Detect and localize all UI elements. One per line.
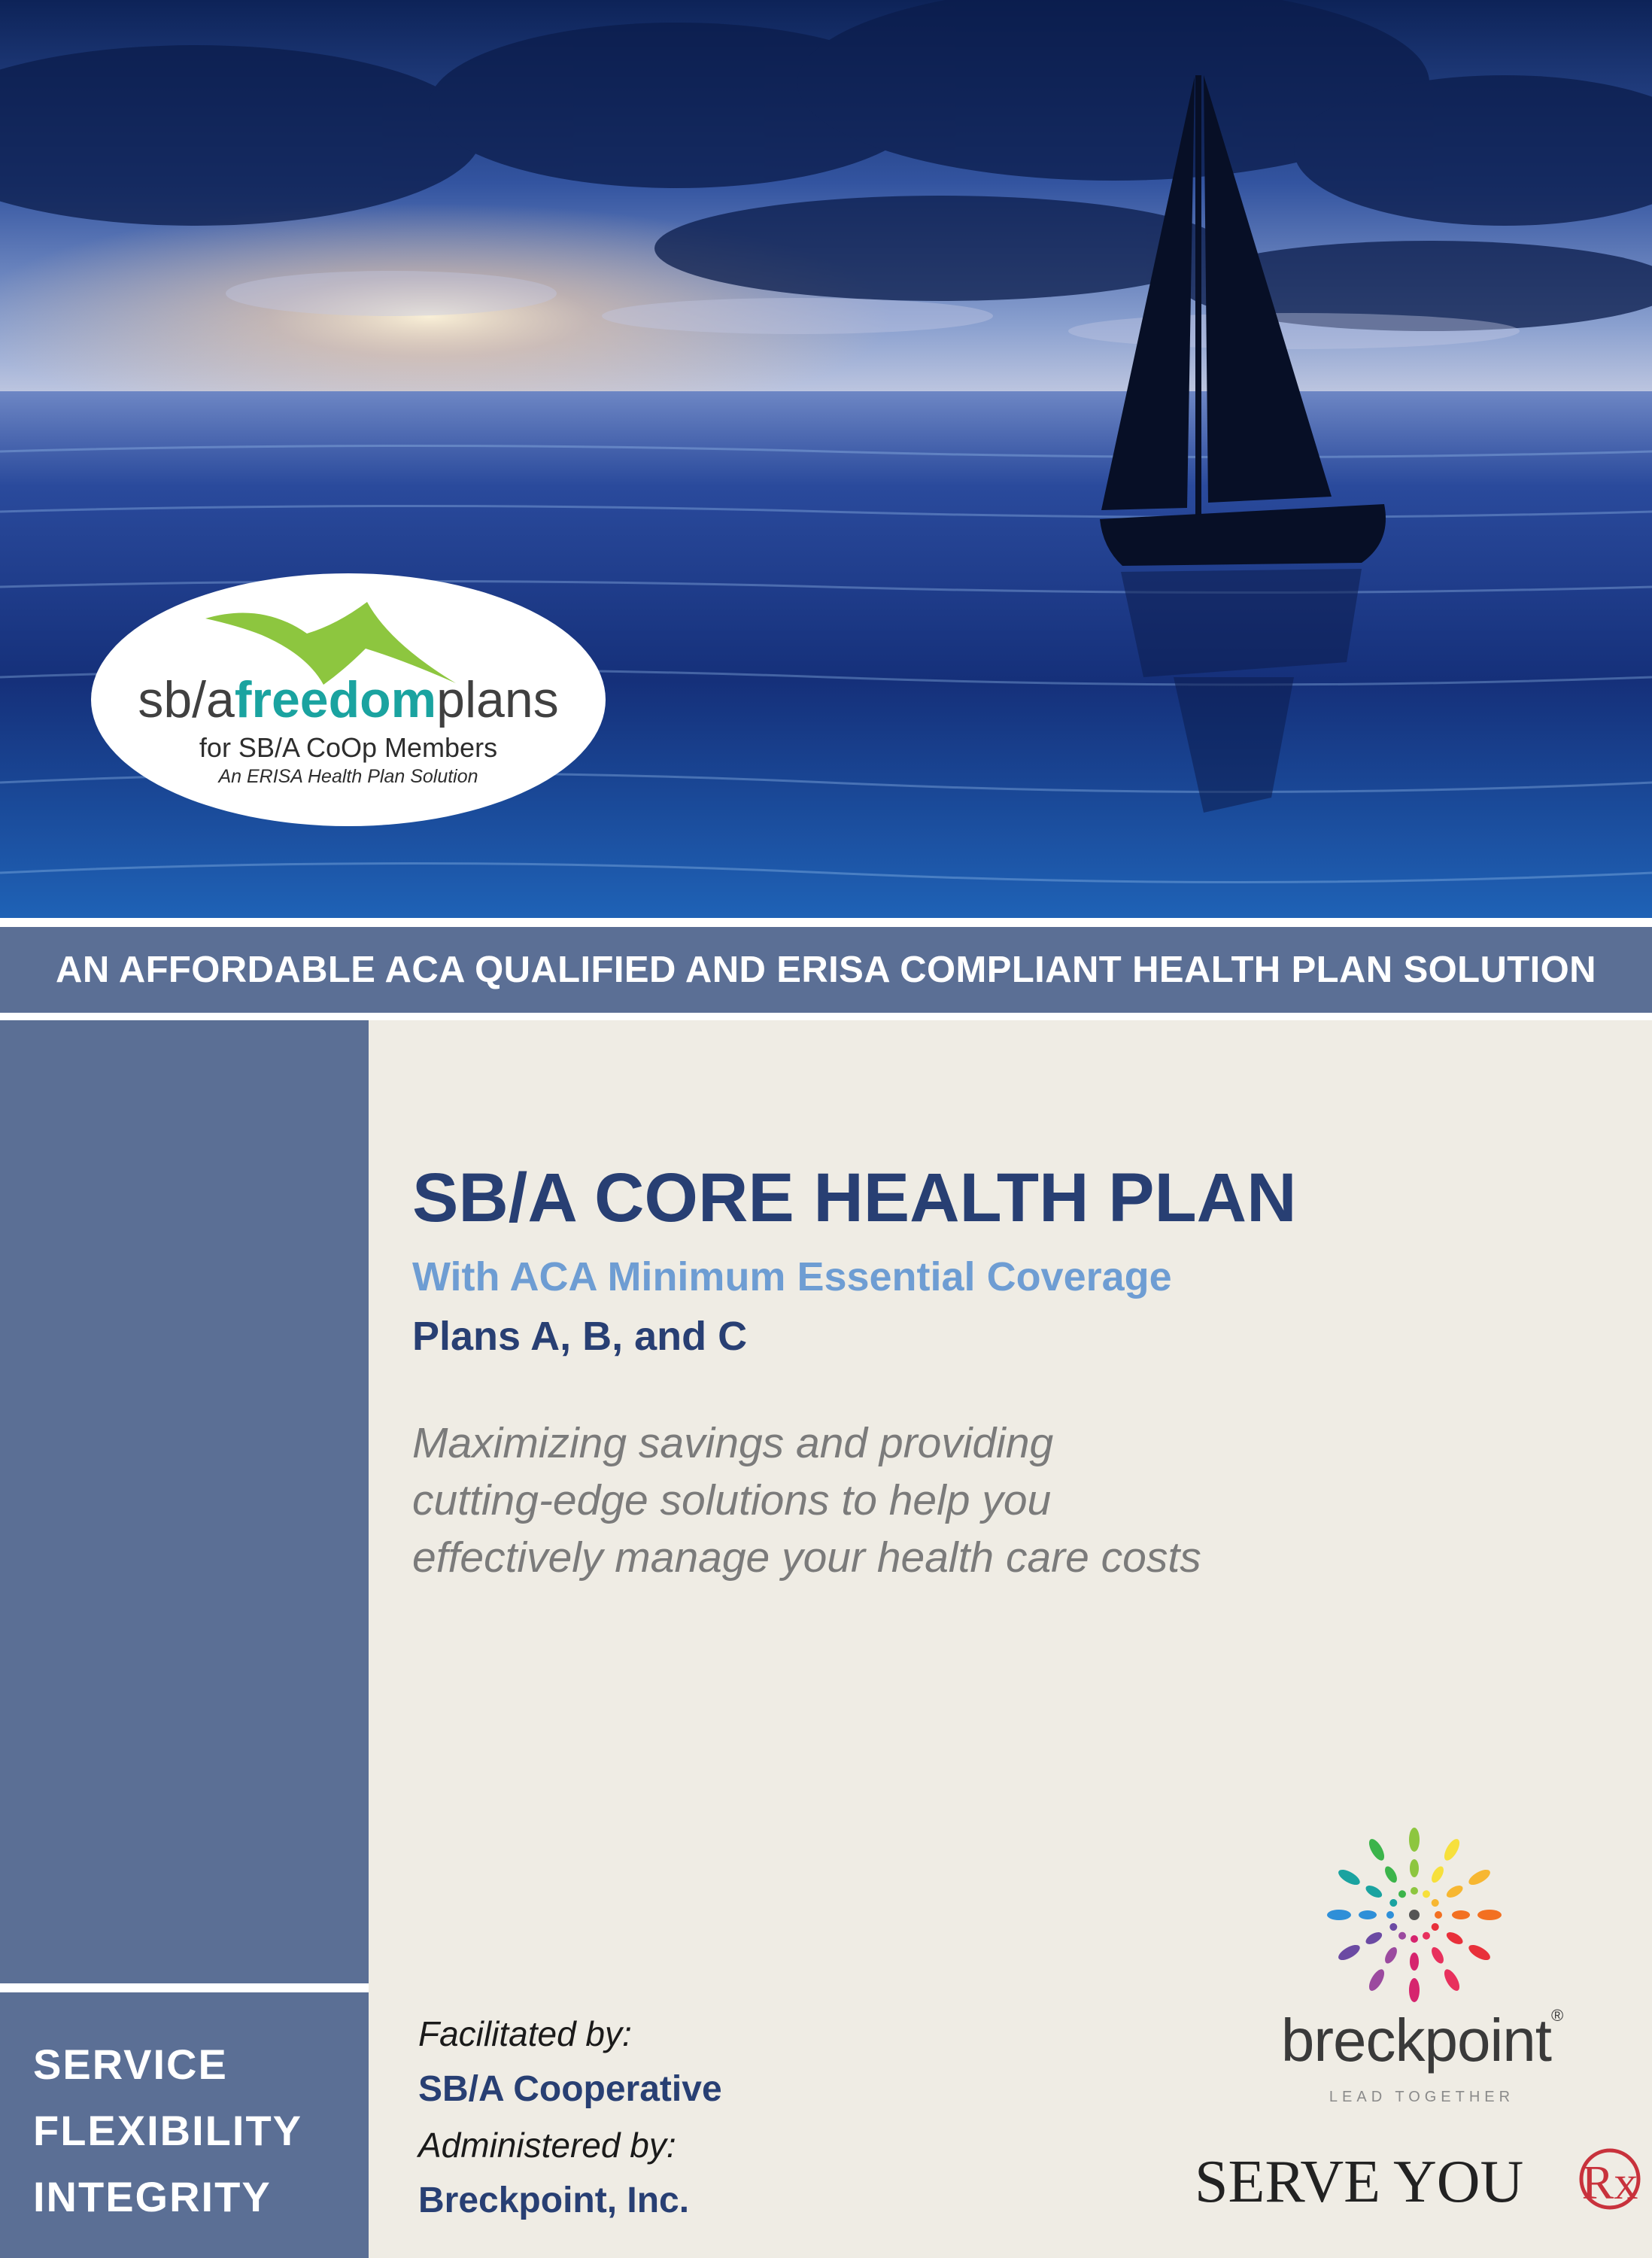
tagline-line: effectively manage your health care costs [412, 1533, 1201, 1582]
logo-tagline: An ERISA Health Plan Solution [218, 766, 478, 787]
facilitated-org: SB/A Cooperative [418, 2069, 722, 2109]
freedom-plans-logo-text [89, 668, 608, 789]
breckpoint-tagline: LEAD TOGETHER [1329, 2089, 1515, 2105]
divider [0, 1013, 1652, 1020]
breckpoint-logo [1256, 2006, 1587, 2075]
page-subtitle: With ACA Minimum Essential Coverage [412, 1254, 1172, 1299]
values-list [33, 2032, 302, 2230]
page-title: SB/A CORE HEALTH PLAN [412, 1159, 1297, 1236]
divider [0, 918, 1652, 927]
plans-line: Plans A, B, and C [412, 1314, 748, 1359]
logo-subtitle: for SB/A CoOp Members [199, 732, 498, 763]
value-flexibility: FLEXIBILITY [33, 2107, 302, 2154]
tagline-line: cutting-edge solutions to help you [412, 1476, 1052, 1524]
rx-mark: Rx [1581, 2156, 1638, 2209]
logo-brand: sb/afreedomplans [138, 671, 559, 728]
tagline [412, 1415, 1201, 1586]
credits [418, 2006, 722, 2229]
banner-text: AN AFFORDABLE ACA QUALIFIED AND ERISA COMPLIANT HEALTH PLAN SOLUTION [56, 950, 1596, 990]
rx-icon [1577, 2146, 1644, 2221]
serve-you-logo: SERVE YOU [1195, 2149, 1524, 2215]
value-service: SERVICE [33, 2041, 228, 2088]
headline-banner [0, 927, 1652, 1013]
sidebar-panel [0, 1020, 369, 1983]
value-integrity: INTEGRITY [33, 2173, 272, 2220]
registered-mark: ® [1550, 2006, 1563, 2025]
breckpoint-burst-icon [1324, 1825, 1505, 2005]
tagline-line: Maximizing savings and providing [412, 1419, 1054, 1467]
divider [0, 1983, 369, 1992]
administered-org: Breckpoint, Inc. [418, 2181, 690, 2220]
breckpoint-name: breckpoint [1280, 2007, 1551, 2074]
administered-label: Administered by: [418, 2126, 676, 2165]
facilitated-label: Facilitated by: [418, 2014, 632, 2053]
